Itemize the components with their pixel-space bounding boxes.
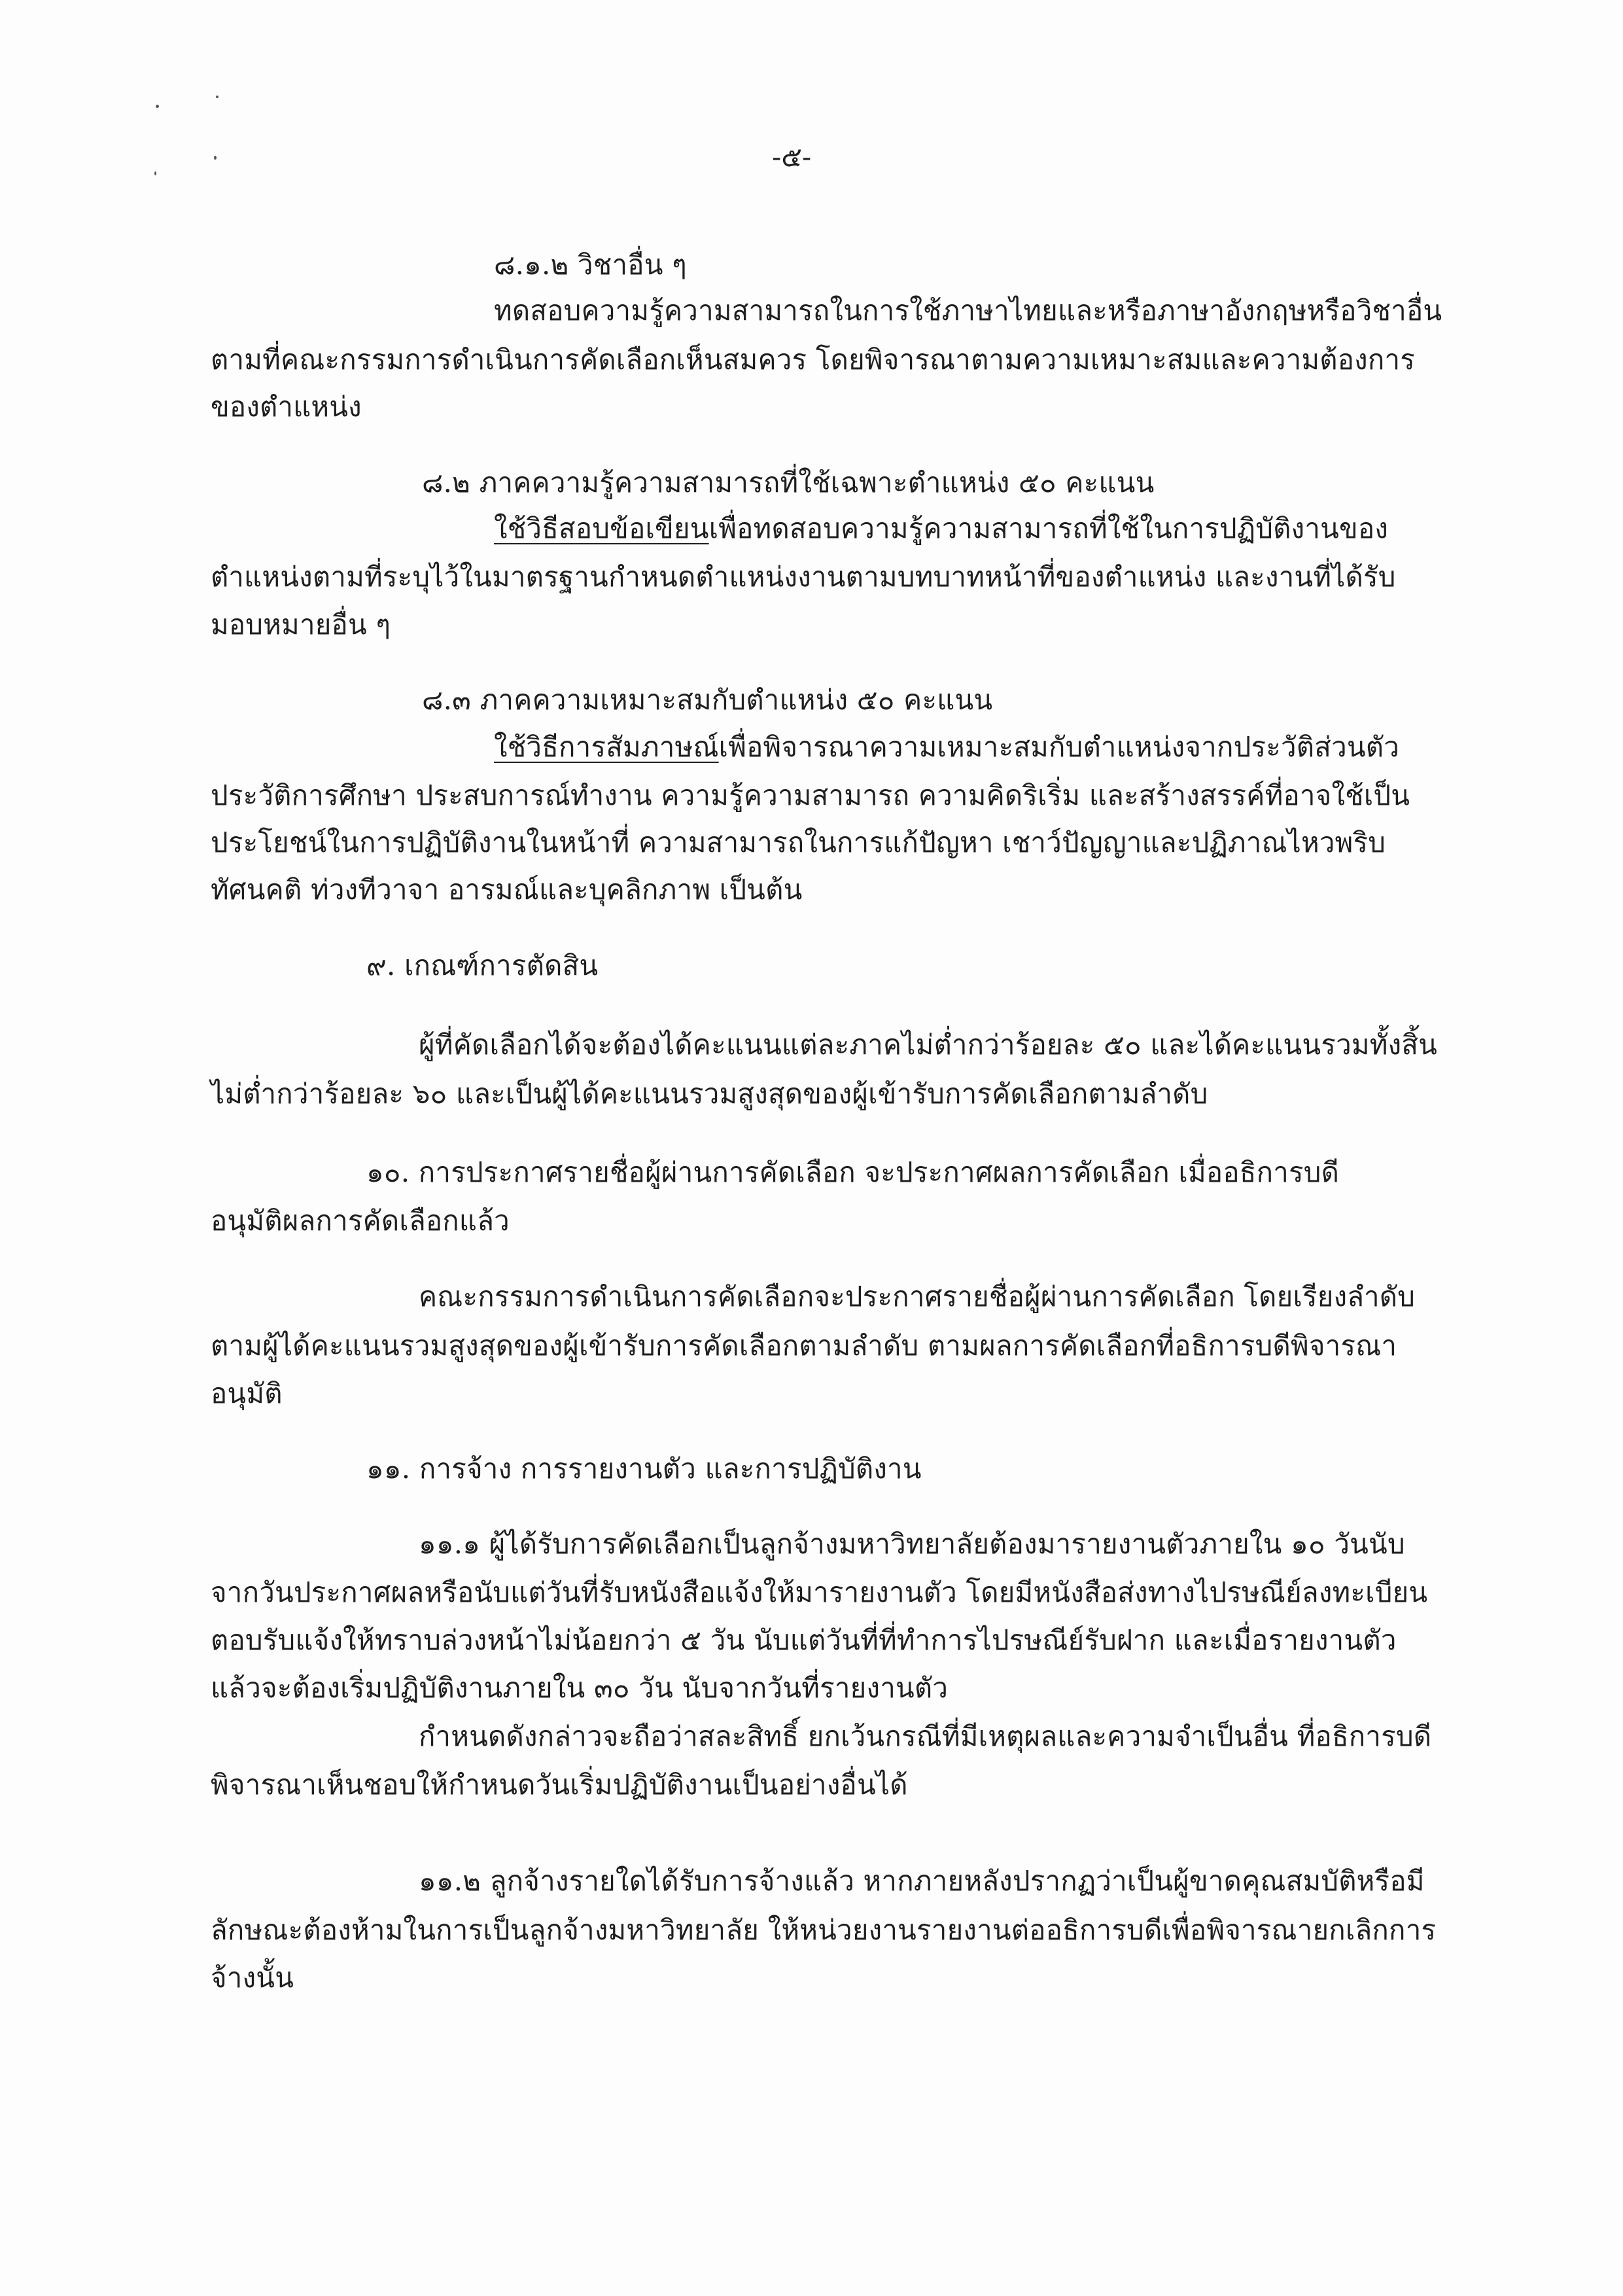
page-number: -๕- bbox=[772, 141, 812, 173]
paragraph-line: ผู้ที่คัดเลือกได้จะต้องได้คะแนนแต่ละภาคไม่ต่ำกว่าร้อยละ ๕๐ และได้คะแนนรวมทั้งสิ้น bbox=[419, 1029, 1438, 1061]
paragraph-line: มอบหมายอื่น ๆ bbox=[211, 609, 391, 641]
paragraph-line: ๑๑.๑ ผู้ได้รับการคัดเลือกเป็นลูกจ้างมหาวิทยาลัยต้องมารายงานตัวภายใน ๑๐ วันนับ bbox=[419, 1528, 1405, 1560]
paragraph-line bbox=[494, 728, 1399, 767]
section-heading-8-2: ๘.๒ ภาคความรู้ความสามารถที่ใช้เฉพาะตำแหน่ง ๕๐ คะแนน bbox=[422, 467, 1155, 499]
paragraph-line: ตามที่คณะกรรมการดำเนินการคัดเลือกเห็นสมควร โดยพิจารณาตามความเหมาะสมและความต้องการ bbox=[211, 344, 1416, 376]
section-heading-11: ๑๑. การจ้าง การรายงานตัว และการปฏิบัติงาน bbox=[366, 1453, 922, 1485]
paragraph-line: จ้างนั้น bbox=[211, 1962, 294, 1994]
paragraph-line: ประวัติการศึกษา ประสบการณ์ทำงาน ความรู้ความสามารถ ความคิดริเริ่ม และสร้างสรรค์ที่อาจใช้เป็น bbox=[211, 779, 1410, 811]
paragraph-line: กำหนดดังกล่าวจะถือว่าสละสิทธิ์ ยกเว้นกรณีที่มีเหตุผลและความจำเป็นอื่น ที่อธิการบดี bbox=[419, 1720, 1432, 1752]
paragraph-line: ไม่ต่ำกว่าร้อยละ ๖๐ และเป็นผู้ได้คะแนนรวมสูงสุดของผู้เข้ารับการคัดเลือกตามลำดับ bbox=[211, 1078, 1208, 1110]
paragraph-line: อนุมัติ bbox=[211, 1377, 283, 1409]
section-heading-8-3: ๘.๓ ภาคความเหมาะสมกับตำแหน่ง ๕๐ คะแนน bbox=[422, 684, 993, 716]
scan-speck bbox=[156, 105, 159, 108]
section-heading-10: ๑๐. การประกาศรายชื่อผู้ผ่านการคัดเลือก จะประกาศผลการคัดเลือก เมื่ออธิการบดี bbox=[366, 1156, 1340, 1188]
paragraph-text: เพื่อทดสอบความรู้ความสามารถที่ใช้ในการปฏิบัติงานของ bbox=[708, 512, 1389, 544]
paragraph-line: ของตำแหน่ง bbox=[211, 391, 362, 423]
scan-speck bbox=[154, 171, 156, 175]
paragraph-line: ลักษณะต้องห้ามในการเป็นลูกจ้างมหาวิทยาลัย ให้หน่วยงานรายงานต่ออธิการบดีเพื่อพิจารณายกเลิกการ bbox=[211, 1914, 1437, 1946]
section-heading-9: ๙. เกณฑ์การตัดสิน bbox=[366, 949, 599, 981]
paragraph-line bbox=[494, 509, 1388, 548]
scan-speck bbox=[214, 156, 217, 160]
paragraph-line: คณะกรรมการดำเนินการคัดเลือกจะประกาศรายชื่อผู้ผ่านการคัดเลือก โดยเรียงลำดับ bbox=[419, 1280, 1416, 1313]
paragraph-line: พิจารณาเห็นชอบให้กำหนดวันเริ่มปฏิบัติงานเป็นอย่างอื่นได้ bbox=[211, 1769, 908, 1801]
paragraph-line: จากวันประกาศผลหรือนับแต่วันที่รับหนังสือแจ้งให้มารายงานตัว โดยมีหนังสือส่งทางไปรษณีย์ลงทะเบียน bbox=[211, 1576, 1428, 1608]
paragraph-line: ตำแหน่งตามที่ระบุไว้ในมาตรฐานกำหนดตำแหน่งงานตามบทบาทหน้าที่ของตำแหน่ง และงานที่ได้รับ bbox=[211, 561, 1396, 593]
method-interview: ใช้วิธีการสัมภาษณ์ bbox=[494, 731, 719, 763]
section-heading-10-cont: อนุมัติผลการคัดเลือกแล้ว bbox=[211, 1205, 510, 1237]
paragraph-text: เพื่อพิจารณาความเหมาะสมกับตำแหน่งจากประวัติส่วนตัว bbox=[718, 731, 1400, 763]
method-written-exam: ใช้วิธีสอบข้อเขียน bbox=[494, 512, 709, 544]
paragraph-line: ทดสอบความรู้ความสามารถในการใช้ภาษาไทยและหรือภาษาอังกฤษหรือวิชาอื่น bbox=[494, 294, 1442, 327]
scan-speck bbox=[216, 96, 218, 98]
paragraph-line: ตามผู้ได้คะแนนรวมสูงสุดของผู้เข้ารับการคัดเลือกตามลำดับ ตามผลการคัดเลือกที่อธิการบดีพิจารณา bbox=[211, 1330, 1397, 1362]
section-heading-8-1-2: ๘.๑.๒ วิชาอื่น ๆ bbox=[494, 249, 687, 281]
paragraph-line: ทัศนคติ ท่วงทีวาจา อารมณ์และบุคลิกภาพ เป็นต้น bbox=[211, 874, 803, 906]
paragraph-line: แล้วจะต้องเริ่มปฏิบัติงานภายใน ๓๐ วัน นับจากวันที่รายงานตัว bbox=[211, 1672, 949, 1704]
paragraph-line: ประโยชน์ในการปฏิบัติงานในหน้าที่ ความสามารถในการแก้ปัญหา เชาว์ปัญญาและปฏิภาณไหวพริบ bbox=[211, 826, 1386, 858]
paragraph-line: ตอบรับแจ้งให้ทราบล่วงหน้าไม่น้อยกว่า ๕ วัน นับแต่วันที่ที่ทำการไปรษณีย์รับฝาก และเมื่อรายงานตัว bbox=[211, 1624, 1397, 1656]
paragraph-line: ๑๑.๒ ลูกจ้างรายใดได้รับการจ้างแล้ว หากภายหลังปรากฏว่าเป็นผู้ขาดคุณสมบัติหรือมี bbox=[419, 1865, 1425, 1897]
